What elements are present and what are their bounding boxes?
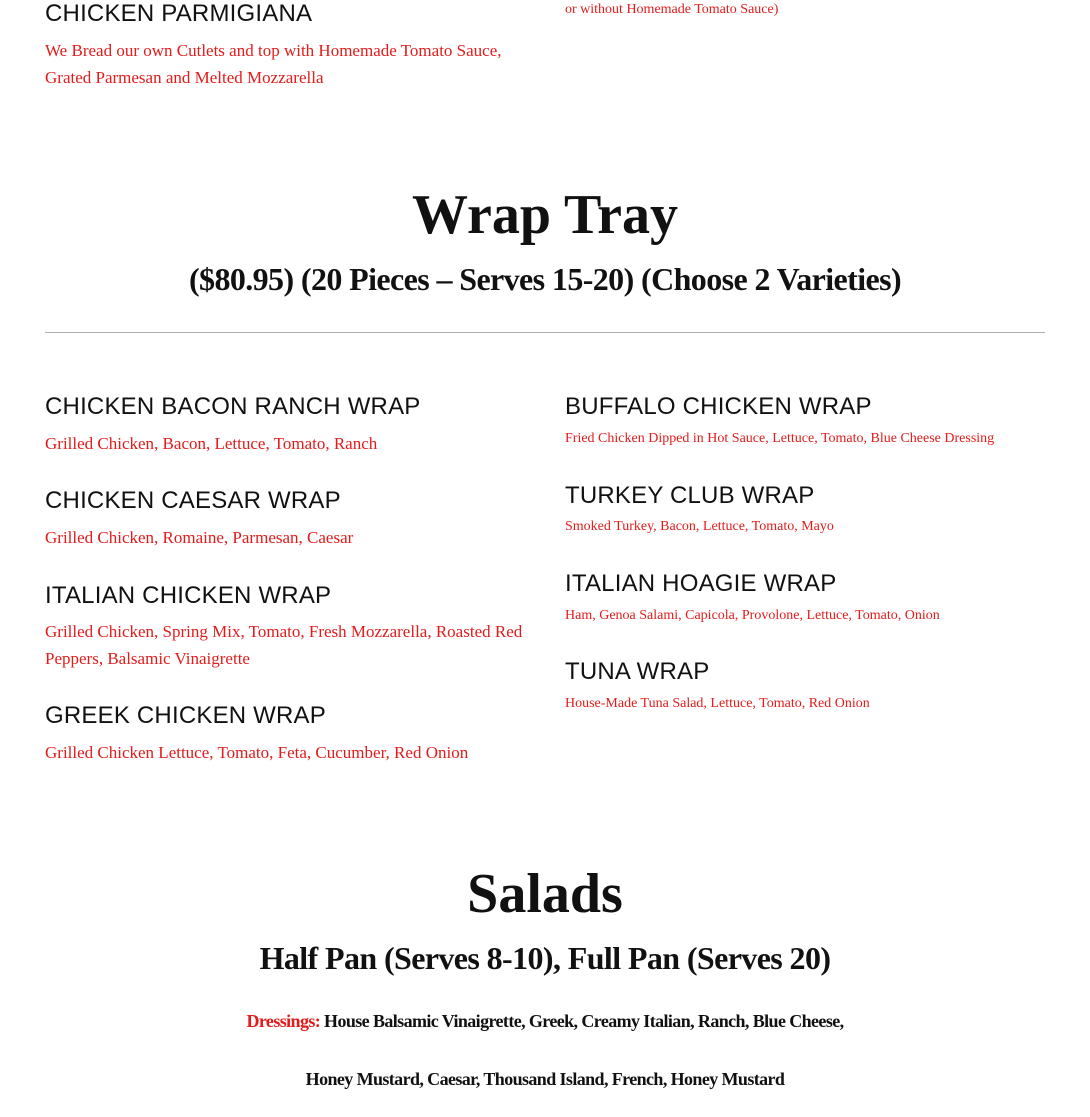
previous-item-description-fragment: or without Homemade Tomato Sauce) (565, 2, 779, 17)
menu-item-description: Ham, Genoa Salami, Capicola, Provolone, Lettuce, Tomato, Onion (565, 608, 940, 623)
menu-item-description: Fried Chicken Dipped in Hot Sauce, Lettuce, Tomato, Blue Cheese Dressing (565, 431, 995, 446)
menu-item-description: Smoked Turkey, Bacon, Lettuce, Tomato, Mayo (565, 519, 834, 534)
menu-item-title: TUNA WRAP (565, 658, 710, 685)
menu-item-description: Grilled Chicken, Romaine, Parmesan, Caesar (45, 528, 354, 547)
menu-item-title: TURKEY CLUB WRAP (565, 482, 815, 509)
menu-item-title: CHICKEN BACON RANCH WRAP (45, 393, 421, 420)
wrap-tray-pricing: ($80.95) (20 Pieces – Serves 15-20) (Choose 2 Varieties) (188, 261, 901, 297)
wrap-tray-heading: Wrap Tray (411, 184, 679, 246)
menu-item-description: House-Made Tuna Salad, Lettuce, Tomato, Red Onion (565, 696, 870, 711)
salads-heading: Salads (467, 863, 623, 925)
menu-item-title: CHICKEN CAESAR WRAP (45, 487, 341, 514)
menu-item-description: Grilled Chicken, Bacon, Lettuce, Tomato, Ranch (45, 434, 378, 453)
salads-pricing: Half Pan (Serves 8-10), Full Pan (Serves 20) (259, 940, 831, 976)
dressings-label: Dressings: (246, 1011, 321, 1031)
chicken-parmigiana-description: We Bread our own Cutlets and top with Homemade Tomato Sauce, Grated Parmesan and Melted Mozzarella (45, 41, 502, 87)
menu-item-description: Grilled Chicken, Spring Mix, Tomato, Fresh Mozzarella, Roasted Red Peppers, Balsamic Vinaigrette (45, 622, 523, 668)
menu-item-description: Grilled Chicken Lettuce, Tomato, Feta, Cucumber, Red Onion (45, 743, 469, 762)
menu-item-title: ITALIAN CHICKEN WRAP (45, 582, 332, 609)
menu-item-title: ITALIAN HOAGIE WRAP (565, 570, 837, 597)
menu-item-title: BUFFALO CHICKEN WRAP (565, 393, 872, 420)
dressings-line-1 (0, 1011, 1090, 1032)
dressings-list-part-1: House Balsamic Vinaigrette, Greek, Creamy Italian, Ranch, Blue Cheese, (320, 1011, 844, 1031)
menu-item-title: GREEK CHICKEN WRAP (45, 702, 326, 729)
dressings-line-2: Honey Mustard, Caesar, Thousand Island, French, Honey Mustard (305, 1069, 785, 1089)
chicken-parmigiana-title: CHICKEN PARMIGIANA (45, 0, 313, 27)
section-divider (45, 332, 1045, 333)
